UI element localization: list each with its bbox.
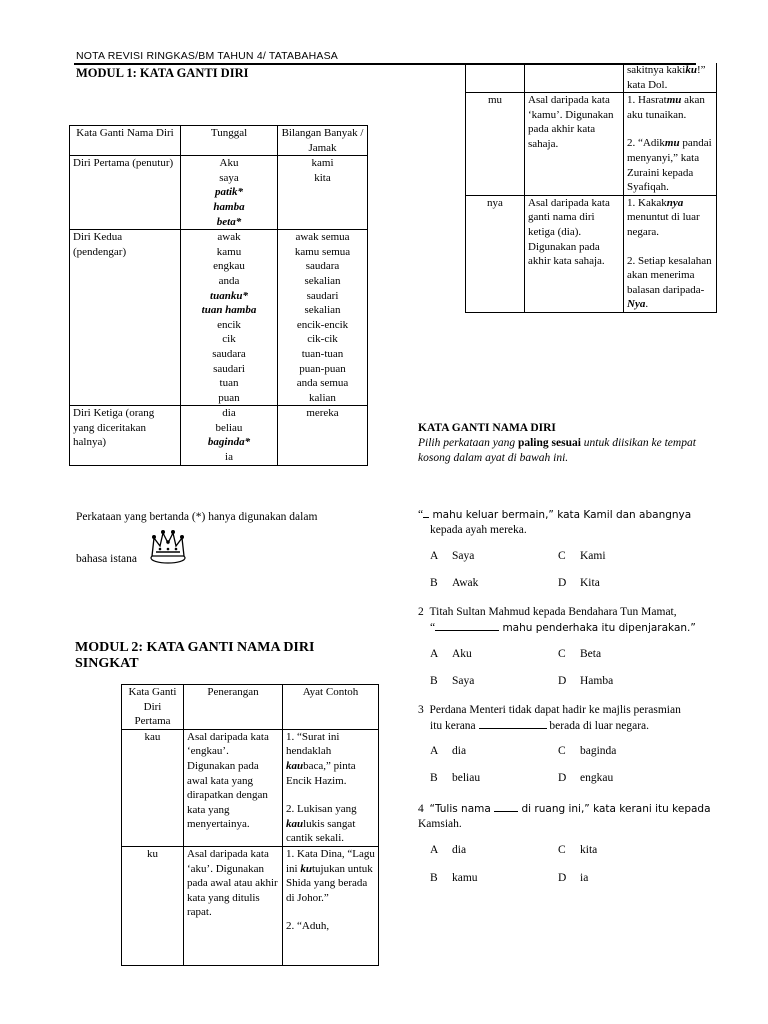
word: cik-cik bbox=[307, 333, 338, 346]
header-cell: Ayat Contoh bbox=[283, 685, 379, 730]
option-a[interactable]: dia bbox=[452, 844, 467, 856]
instr-text: untuk diisikan ke tempat kosong dalam ayat di bawah ini. bbox=[418, 437, 696, 464]
instr-bold: paling sesuai bbox=[517, 437, 581, 449]
highlight: nya bbox=[666, 196, 684, 209]
example-cell bbox=[624, 93, 717, 196]
highlight: kau bbox=[286, 817, 304, 830]
option-letter: B bbox=[430, 772, 438, 784]
q-text: “ bbox=[418, 509, 424, 521]
word: awak bbox=[217, 231, 241, 244]
question-text: Kamsiah. bbox=[418, 818, 462, 830]
table-row bbox=[466, 93, 717, 196]
table-row bbox=[466, 63, 717, 93]
word: engkau bbox=[213, 260, 245, 273]
question-4 bbox=[418, 801, 718, 832]
q-text: “ bbox=[430, 622, 436, 634]
option-letter: A bbox=[430, 844, 439, 856]
example-2: 2. “Aduh, bbox=[286, 920, 330, 933]
example-cell bbox=[624, 63, 717, 93]
instr-text: Pilih perkataan yang bbox=[418, 437, 518, 449]
option-a[interactable]: Saya bbox=[452, 550, 475, 562]
q-text: Perdana Menteri tidak dapat hadir ke majlis perasmian bbox=[429, 704, 681, 716]
word: cik bbox=[222, 333, 236, 346]
option-d[interactable]: Hamba bbox=[580, 675, 614, 687]
page-header: NOTA REVISI RINGKAS/BM TAHUN 4/ TATABAHASA bbox=[76, 50, 339, 62]
option-letter: A bbox=[430, 648, 439, 660]
example-text: 1. Kata Dina, “Lagu ini bbox=[286, 847, 375, 875]
example-text: 1. “Surat ini hendaklah bbox=[286, 730, 340, 758]
q-number: 3 bbox=[418, 704, 424, 716]
example-1 bbox=[627, 93, 713, 122]
highlight: ku bbox=[685, 64, 697, 76]
word: kita bbox=[314, 171, 331, 184]
example-continued bbox=[627, 63, 713, 92]
header-cell: Penerangan bbox=[184, 685, 283, 730]
exercise-instruction bbox=[418, 436, 718, 466]
option-a[interactable]: dia bbox=[452, 745, 467, 757]
word: kamu semua bbox=[294, 245, 351, 258]
row-label: Diri Kedua (pendengar) bbox=[70, 230, 181, 406]
word: Aku bbox=[219, 157, 239, 170]
word: kalian bbox=[309, 391, 336, 404]
word: beliau bbox=[215, 421, 243, 434]
word: kami bbox=[311, 157, 334, 170]
question-text: kepada ayah mereka. bbox=[430, 524, 527, 536]
word: saudari bbox=[306, 289, 339, 302]
question-text bbox=[418, 605, 718, 620]
option-letter: D bbox=[558, 577, 567, 589]
example-text: baca,” pinta Encik Hazim. bbox=[286, 759, 356, 787]
jamak-cell bbox=[278, 230, 368, 406]
word: baginda* bbox=[207, 436, 251, 449]
word: tuan bbox=[219, 377, 239, 390]
modul2-title-line1: MODUL 2: KATA GANTI NAMA DIRI bbox=[75, 640, 315, 655]
word: saudari bbox=[213, 362, 245, 375]
table-row bbox=[122, 729, 379, 846]
modul2-title-line2: SINGKAT bbox=[75, 656, 139, 671]
option-letter: D bbox=[558, 872, 567, 884]
example-2 bbox=[286, 802, 375, 846]
option-letter: B bbox=[430, 577, 438, 589]
kata-cell: ku bbox=[122, 846, 184, 965]
word: anda semua bbox=[296, 377, 349, 390]
exercise-title: KATA GANTI NAMA DIRI bbox=[418, 422, 556, 434]
q-number: 2 bbox=[418, 606, 424, 618]
word: tuan-tuan bbox=[301, 347, 344, 360]
crown-icon bbox=[148, 528, 188, 564]
row-label: Diri Ketiga (orang yang diceritakan halnya) bbox=[70, 406, 181, 465]
option-c[interactable]: baginda bbox=[580, 745, 617, 757]
kata-ganti-singkat-table-cont bbox=[465, 63, 717, 313]
table-row bbox=[70, 406, 368, 465]
option-b[interactable]: Awak bbox=[452, 577, 479, 589]
option-letter: C bbox=[558, 844, 566, 856]
header-cell: Tunggal bbox=[181, 126, 278, 156]
option-b[interactable]: kamu bbox=[452, 872, 478, 884]
option-d[interactable]: engkau bbox=[580, 772, 614, 784]
word: encik bbox=[217, 318, 241, 331]
question-text bbox=[418, 620, 718, 636]
question-text bbox=[418, 718, 718, 734]
example-text: 1. Hasrat bbox=[627, 94, 667, 107]
header-cell: Kata Ganti Nama Diri bbox=[70, 126, 181, 156]
tunggal-cell bbox=[181, 230, 278, 406]
question-3 bbox=[418, 703, 718, 734]
word: mereka bbox=[306, 407, 339, 420]
example-text: !” kata Dol. bbox=[627, 64, 706, 91]
tunggal-cell bbox=[181, 406, 278, 465]
word: kamu bbox=[216, 245, 242, 258]
word: puan-puan bbox=[299, 362, 346, 375]
desc-cell bbox=[525, 63, 624, 93]
table-row bbox=[122, 846, 379, 965]
word: awak semua bbox=[295, 231, 350, 244]
example-text: . bbox=[645, 298, 649, 311]
question-text bbox=[418, 703, 718, 718]
example-2 bbox=[627, 254, 713, 312]
q-text: “Tulis nama bbox=[429, 803, 495, 815]
example-text: pandai menyanyi,” kata Zuraini kepada Syafiqah. bbox=[627, 137, 712, 194]
header-cell: Kata Ganti Diri Pertama bbox=[122, 685, 184, 730]
kata-cell: mu bbox=[466, 93, 525, 196]
highlight: Nya bbox=[627, 298, 646, 311]
option-b[interactable]: beliau bbox=[452, 772, 481, 784]
q-number: 4 bbox=[418, 803, 424, 815]
jamak-cell bbox=[278, 406, 368, 465]
word: ia bbox=[225, 451, 233, 464]
option-letter: A bbox=[430, 745, 439, 757]
word: saya bbox=[219, 171, 239, 184]
question-text bbox=[418, 507, 718, 523]
question-text bbox=[418, 801, 718, 817]
option-letter: B bbox=[430, 872, 438, 884]
note-line-1: Perkataan yang bertanda (*) hanya digunakan dalam bbox=[76, 511, 318, 523]
q-text: Titah Sultan Mahmud kepada Bendahara Tun Mamat, bbox=[429, 606, 677, 618]
word: dia bbox=[222, 407, 236, 420]
example-text: lukis sangat cantik sekali. bbox=[286, 817, 356, 845]
option-c[interactable]: kita bbox=[580, 844, 598, 856]
highlight: ku bbox=[300, 862, 312, 875]
header-cell: Bilangan Banyak / Jamak bbox=[278, 126, 368, 156]
option-letter: A bbox=[430, 550, 439, 562]
modul2-title bbox=[75, 640, 314, 672]
option-c[interactable]: Kami bbox=[580, 550, 606, 562]
word: saudara bbox=[305, 260, 340, 273]
desc-cell: Asal daripada kata ‘aku’. Digunakan pada awal atau akhir kata yang ditulis rapat. bbox=[184, 846, 283, 965]
word: sekalian bbox=[304, 304, 341, 317]
word: tuanku* bbox=[210, 289, 248, 302]
highlight: mu bbox=[664, 137, 680, 150]
question-1 bbox=[418, 507, 718, 538]
example-text: akan aku tunaikan. bbox=[627, 94, 705, 121]
option-letter: B bbox=[430, 675, 438, 687]
q-text: itu kerana bbox=[430, 720, 479, 732]
example-text: sakitnya kaki bbox=[627, 64, 686, 76]
example-cell bbox=[624, 195, 717, 312]
option-d[interactable]: Kita bbox=[580, 577, 600, 589]
example-text: menuntut di luar negara. bbox=[627, 211, 700, 238]
example-cell bbox=[283, 729, 379, 846]
word: tuan hamba bbox=[201, 304, 257, 317]
option-a[interactable]: Aku bbox=[452, 648, 472, 660]
table-row bbox=[70, 156, 368, 230]
word: encik-encik bbox=[296, 318, 349, 331]
option-letter: C bbox=[558, 648, 566, 660]
desc-cell: Asal daripada kata ‘engkau’. Digunakan pada awal kata yang dirapatkan dengan kata yang menyertainya. bbox=[184, 729, 283, 846]
word: puan bbox=[218, 391, 240, 404]
example-cell bbox=[283, 846, 379, 965]
q-text: berada di luar negara. bbox=[546, 720, 650, 732]
highlight: kau bbox=[286, 759, 304, 772]
table-row bbox=[70, 230, 368, 406]
example-2 bbox=[627, 136, 713, 194]
answer-blank[interactable] bbox=[494, 801, 518, 812]
kata-cell: nya bbox=[466, 195, 525, 312]
q-text: mahu keluar bermain,” kata Kamil dan abangnya bbox=[429, 509, 692, 521]
example-text: 2. Lukisan yang bbox=[286, 803, 357, 816]
option-d[interactable]: ia bbox=[580, 872, 589, 884]
answer-blank[interactable] bbox=[435, 620, 499, 631]
word: anda bbox=[218, 274, 240, 287]
tunggal-cell bbox=[181, 156, 278, 230]
table-row bbox=[466, 195, 717, 312]
option-letter: C bbox=[558, 745, 566, 757]
kata-cell bbox=[466, 63, 525, 93]
row-label: Diri Pertama (penutur) bbox=[70, 156, 181, 230]
word: hamba bbox=[213, 200, 245, 213]
highlight: mu bbox=[666, 94, 682, 107]
option-letter: D bbox=[558, 772, 567, 784]
word: saudara bbox=[212, 347, 246, 360]
q-text: mahu penderhaka itu dipenjarakan.” bbox=[499, 622, 696, 634]
desc-cell: Asal daripada kata ganti nama diri ketiga (dia). Digunakan pada akhir kata sahaja. bbox=[525, 195, 624, 312]
example-text: 1. Kakak bbox=[627, 196, 667, 209]
option-c[interactable]: Beta bbox=[580, 648, 602, 660]
example-text: 2. “Adik bbox=[627, 137, 665, 150]
q-text: di ruang ini,” kata kerani itu kepada bbox=[518, 803, 711, 815]
word: patik* bbox=[214, 186, 244, 199]
desc-cell: Asal daripada kata ‘kamu’. Digunakan pada akhir kata sahaja. bbox=[525, 93, 624, 196]
example-1 bbox=[286, 730, 375, 788]
option-b[interactable]: Saya bbox=[452, 675, 475, 687]
modul1-title: MODUL 1: KATA GANTI DIRI bbox=[76, 66, 249, 80]
example-1 bbox=[286, 847, 375, 905]
example-text: 2. Setiap kesalahan akan menerima balasan daripada- bbox=[627, 254, 712, 296]
table-header-row bbox=[70, 126, 368, 156]
option-letter: C bbox=[558, 550, 566, 562]
option-letter: D bbox=[558, 675, 567, 687]
word: beta* bbox=[216, 215, 242, 228]
jamak-cell bbox=[278, 156, 368, 230]
kata-cell: kau bbox=[122, 729, 184, 846]
example-1 bbox=[627, 196, 713, 240]
answer-blank[interactable] bbox=[479, 718, 547, 729]
word: sekalian bbox=[304, 274, 341, 287]
table-header-row bbox=[122, 685, 379, 730]
question-2 bbox=[418, 605, 718, 636]
note-line-2: bahasa istana bbox=[76, 553, 137, 565]
kata-ganti-diri-table bbox=[69, 125, 368, 466]
example-text: tujukan untuk Shida yang berada di Johor.” bbox=[286, 862, 373, 904]
kata-ganti-singkat-table bbox=[121, 684, 379, 966]
